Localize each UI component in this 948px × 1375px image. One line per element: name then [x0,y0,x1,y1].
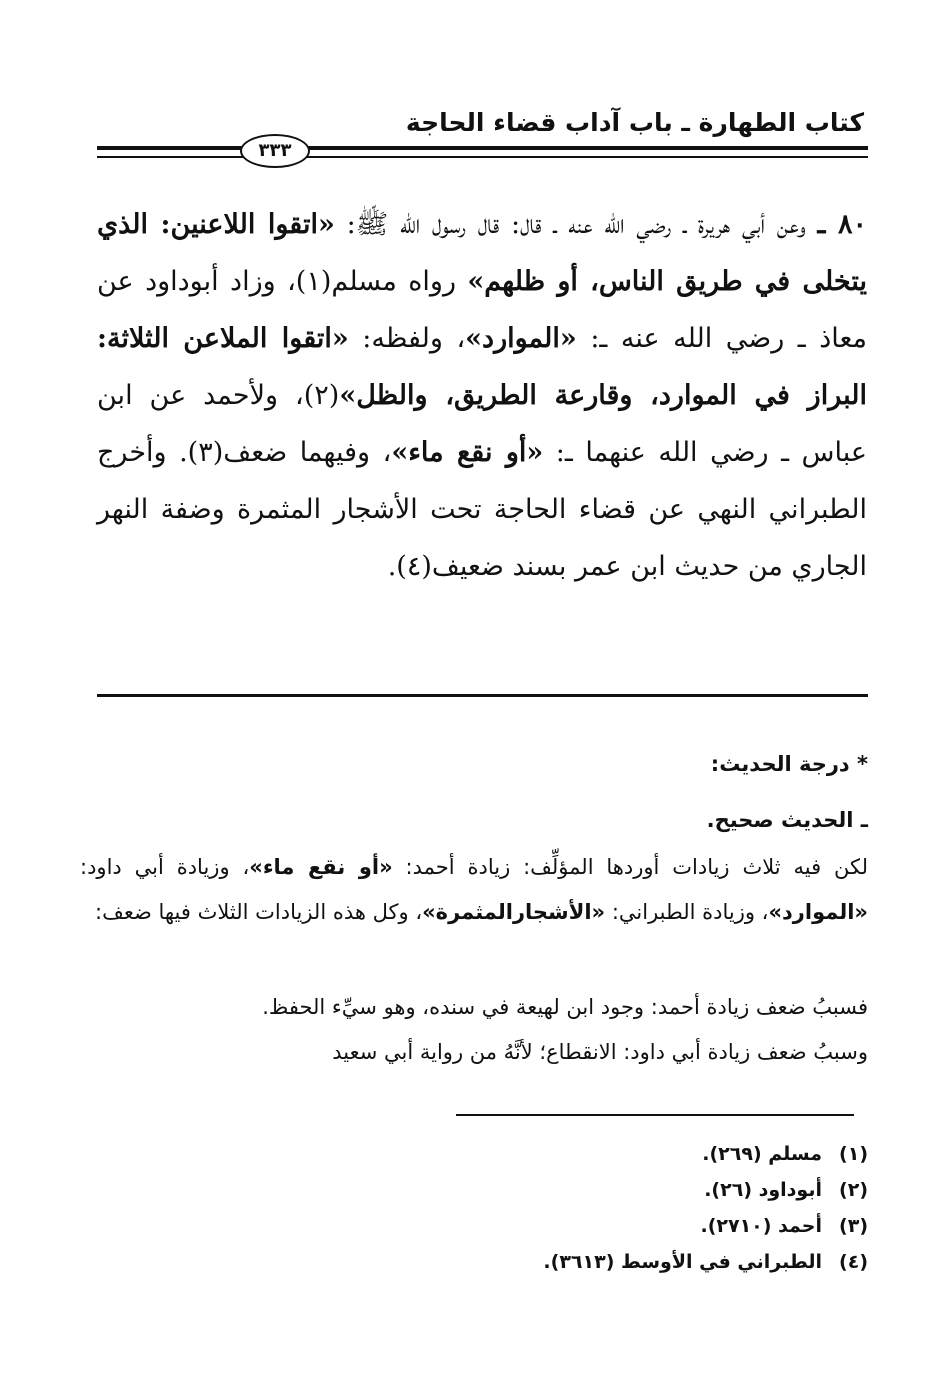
hadith-text-part: (٢)، ولأحمد عن ابن عباس ـ رضي الله عنهما ـ: [97,380,867,468]
hadith-quote: «اتقوا اللاعنين: الذي يتخلى في طريق الناس، أو ظلهم» [97,209,867,297]
header-rule-thick [97,146,868,150]
hadith-quote: «اتقوا الملاعن الثلاثة: البراز في الموارد، وقارعة الطريق، والظل» [97,323,867,411]
header-title: كتاب الطهارة ـ باب آداب قضاء الحاجة [405,108,864,137]
hadith-quote: «الموارد» [465,323,577,354]
footnote-text: الطبراني في الأوسط (٣٦١٣). [543,1251,822,1273]
commentary-paragraph: فسببُ ضعف زيادة أحمد: وجود ابن لهيعة في سنده، وهو سيِّء الحفظ. [262,995,868,1019]
footnote-text: مسلم (٢٦٩). [702,1143,822,1165]
hadith-text-part: ، ولفظه: [362,323,466,354]
commentary-paragraph: وسببُ ضعف زيادة أبي داود: الانقطاع؛ لأنَّهُ من رواية أبي سعيد [332,1040,868,1064]
footnote-number: (٢) [839,1179,868,1201]
footnote-rule [456,1114,854,1116]
footnote-number: (٣) [839,1215,868,1237]
paragraph-quote: «أو نقع ماء» [249,855,393,879]
hadith-text [97,196,867,595]
commentary-paragraph [80,845,868,935]
section-heading: * درجة الحديث: [710,752,868,776]
paragraph-quote: «الموارد» [768,900,868,924]
header-rule-thin [97,156,868,158]
footnote [448,1208,868,1244]
footnote [448,1172,868,1208]
section-separator [97,694,868,697]
paragraph-text: ، وكل هذه الزيادات الثلاث فيها ضعف: [95,900,423,924]
section-status: ـ الحديث صحيح. [706,808,868,832]
page-number: ٣٣٣ [240,134,310,168]
footnote-text: أبوداود (٢٦). [704,1179,822,1201]
footnotes-list [448,1136,868,1280]
footnote-text: أحمد (٢٧١٠). [700,1215,822,1237]
footnote [448,1136,868,1172]
paragraph-text: ، وزيادة أبي داود: [80,855,250,879]
hadith-text-part: رواه مسلم(١)، وزاد أبوداود عن معاذ ـ رضي الله عنه ـ: [97,266,867,354]
footnote-number: (٤) [839,1251,868,1273]
hadith-intro: وعن أبي هريرة ـ رضي الله عنه ـ قال: قال رسول الله ﷺ: [346,209,806,240]
paragraph-text: لكن فيه ثلاث زيادات أوردها المؤلِّف: زيادة أحمد: [405,855,868,879]
hadith-quote: «أو نقع ماء» [391,437,544,468]
footnote-number: (١) [839,1143,868,1165]
paragraph-quote: «الأشجارالمثمرة» [422,900,606,924]
paragraph-text: ، وزيادة الطبراني: [611,900,769,924]
hadith-text-part: ، وفيهما ضعف(٣). وأخرج الطبراني النهي عن قضاء الحاجة تحت الأشجار المثمرة وضفة النهر الجاري من حديث ابن عمر بسند ضعيف(٤). [97,437,867,582]
hadith-number: ٨٠ ـ [817,209,867,240]
footnote [448,1244,868,1280]
